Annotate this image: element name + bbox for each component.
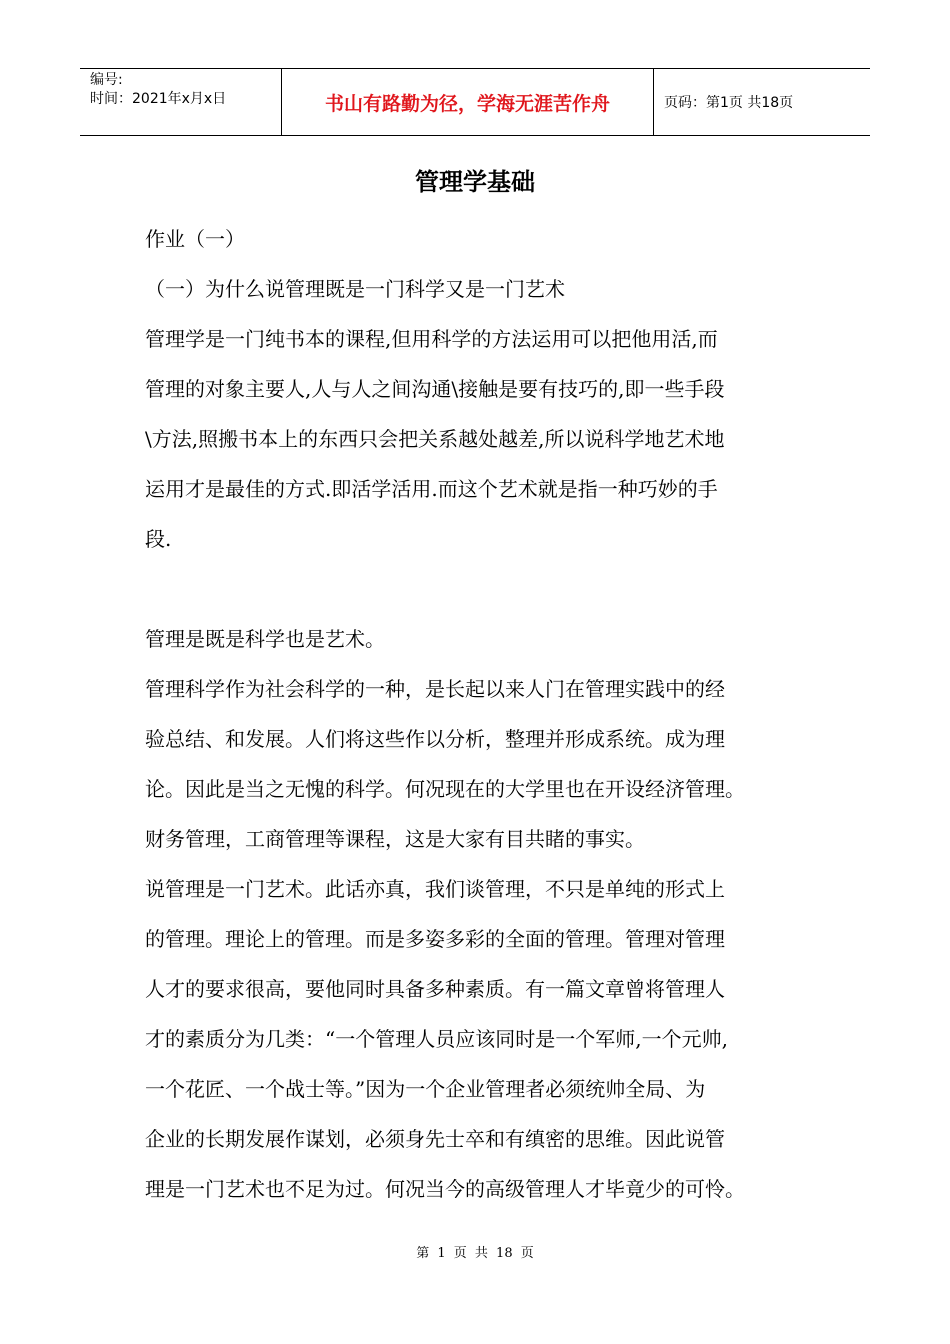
header-meta [80, 69, 282, 135]
header-page-info: 页码：第1页 共18页 [664, 95, 794, 111]
body-line: 才的素质分为几类：“一个管理人员应该同时是一个军师,一个元帅, [145, 1027, 728, 1051]
document-header [80, 68, 870, 136]
body-line: 论。因此是当之无愧的科学。何况现在的大学里也在开设经济管理。 [145, 777, 745, 801]
body-line: 管理学是一门纯书本的课程,但用科学的方法运用可以把他用活,而 [145, 327, 718, 351]
body-line: 管理科学作为社会科学的一种，是长起以来人门在管理实践中的经 [145, 677, 725, 701]
body-line: 运用才是最佳的方式.即活学活用.而这个艺术就是指一种巧妙的手 [145, 477, 718, 501]
body-line: 说管理是一门艺术。此话亦真，我们谈管理，不只是单纯的形式上 [145, 877, 725, 901]
page-footer: 第 1 页 共 18 页 [416, 1246, 534, 1261]
document-body [145, 214, 815, 1214]
time-label: 时间：2021年x月x日 [90, 91, 227, 107]
paragraph-gap [145, 564, 815, 614]
body-line: 管理是既是科学也是艺术。 [145, 627, 385, 651]
number-label: 编号: [90, 72, 123, 88]
body-line: 段. [145, 527, 172, 551]
body-line: 管理的对象主要人,人与人之间沟通\接触是要有技巧的,即一些手段 [145, 377, 725, 401]
body-line: 验总结、和发展。人们将这些作以分析，整理并形成系统。成为理 [145, 727, 725, 751]
body-line: 一个花匠、一个战士等。”因为一个企业管理者必须统帅全局、为 [145, 1077, 706, 1101]
question-heading: （一）为什么说管理既是一门科学又是一门艺术 [145, 277, 565, 301]
section-heading: 作业（一） [145, 227, 245, 251]
body-line: 财务管理，工商管理等课程，这是大家有目共睹的事实。 [145, 827, 645, 851]
body-line: 人才的要求很高，要他同时具备多种素质。有一篇文章曾将管理人 [145, 977, 725, 1001]
body-line: 的管理。理论上的管理。而是多姿多彩的全面的管理。管理对管理 [145, 927, 725, 951]
body-line: 理是一门艺术也不足为过。何况当今的高级管理人才毕竟少的可怜。 [145, 1177, 745, 1201]
body-line: 企业的长期发展作谋划，必须身先士卒和有缜密的思维。因此说管 [145, 1127, 725, 1151]
body-line: \方法,照搬书本上的东西只会把关系越处越差,所以说科学地艺术地 [145, 427, 725, 451]
header-motto: 书山有路勤为径，学海无涯苦作舟 [282, 69, 654, 135]
document-title: 管理学基础 [415, 168, 535, 196]
